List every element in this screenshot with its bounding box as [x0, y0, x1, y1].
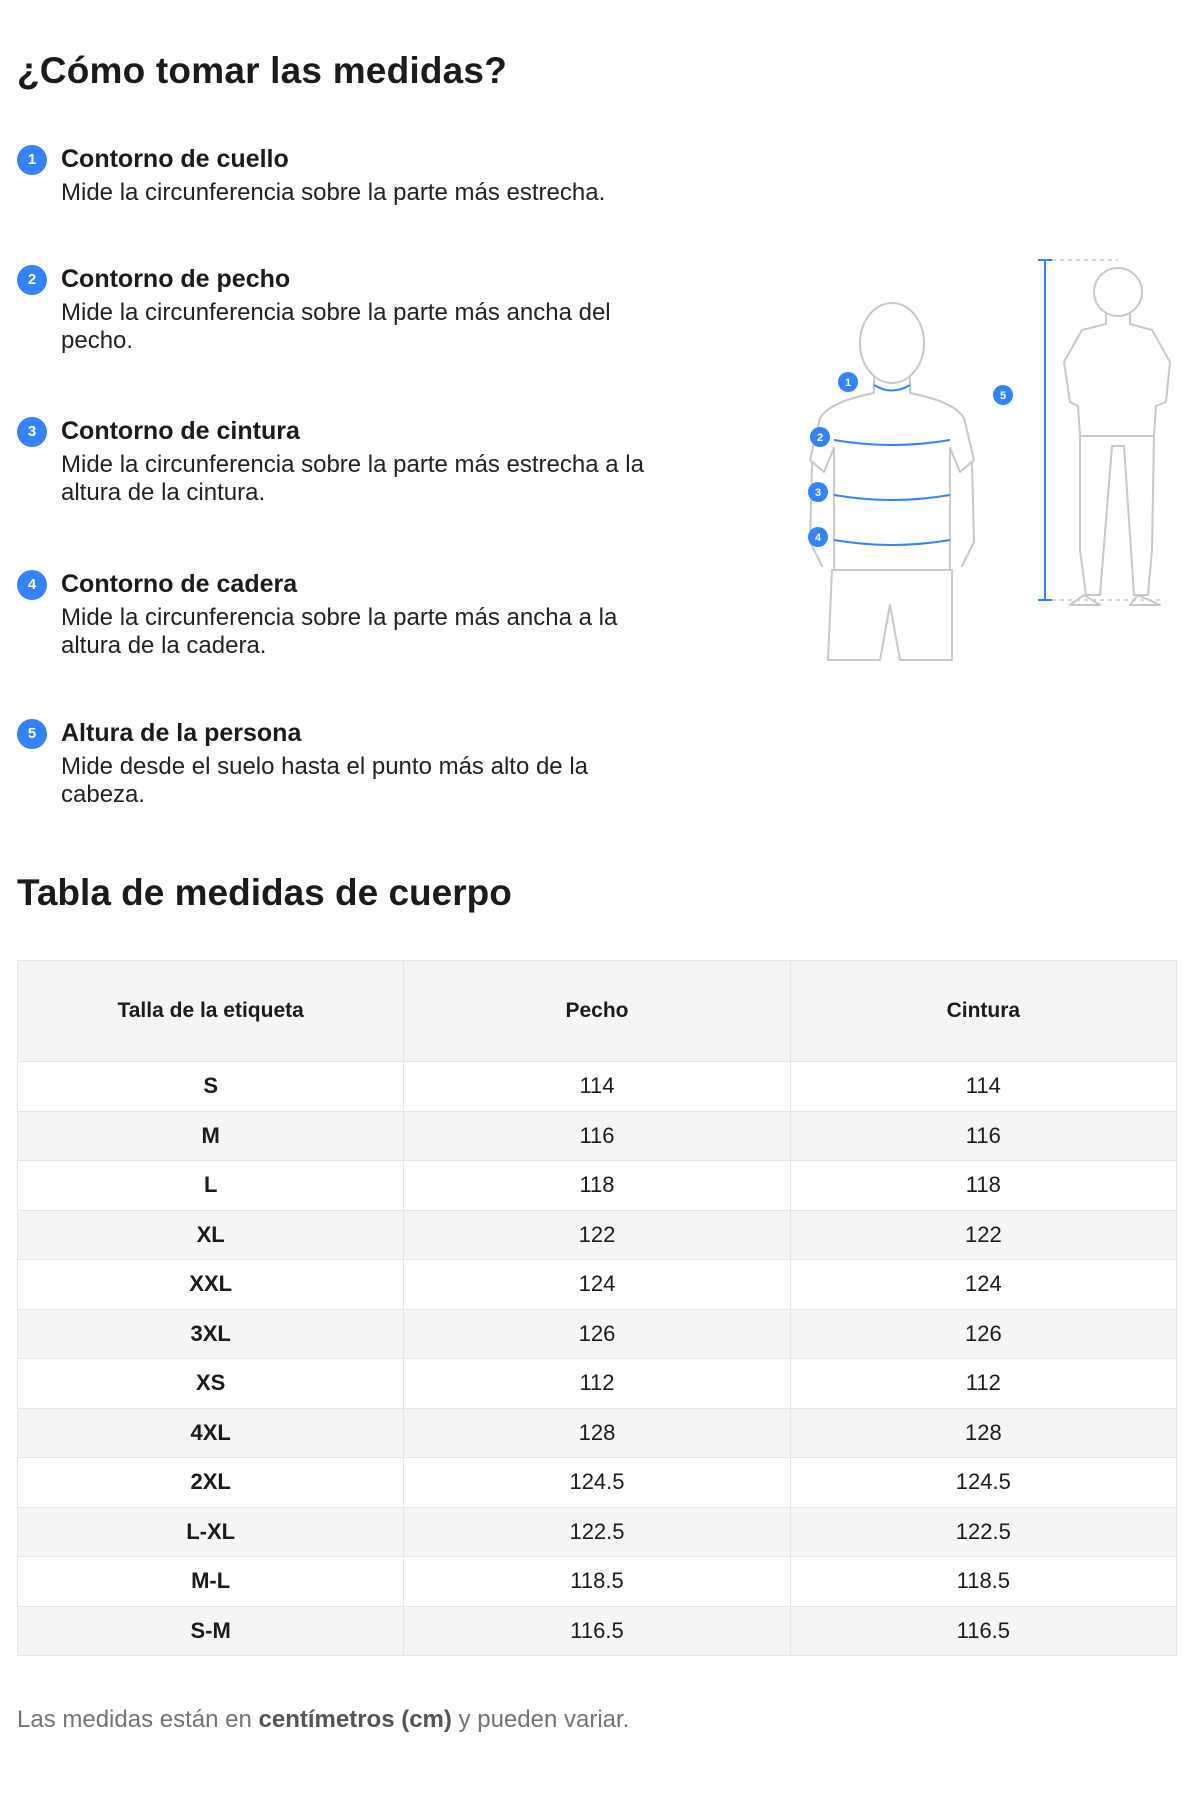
waist-cell: 114 [790, 1062, 1176, 1112]
step-title: Contorno de cuello [61, 145, 289, 173]
figure-head [860, 303, 924, 383]
chest-cell: 116 [404, 1111, 790, 1161]
size-cell: 3XL [18, 1309, 404, 1359]
table-row [18, 1309, 1177, 1359]
chest-cell: 122 [404, 1210, 790, 1260]
size-cell: L [18, 1161, 404, 1211]
waist-cell: 124 [790, 1260, 1176, 1310]
table-row [18, 1458, 1177, 1508]
table-row [18, 1408, 1177, 1458]
chest-cell: 124.5 [404, 1458, 790, 1508]
chest-cell: 114 [404, 1062, 790, 1112]
step-description: Mide la circunferencia sobre la parte más ancha a la altura de la cadera. [61, 604, 618, 659]
chest-cell: 128 [404, 1408, 790, 1458]
figure-shorts [828, 570, 952, 660]
step-title: Contorno de cintura [61, 417, 300, 445]
chest-cell: 118 [404, 1161, 790, 1211]
measurement-illustration [800, 250, 1185, 670]
waist-measure-line [834, 495, 950, 500]
step-number-badge: 3 [17, 417, 47, 447]
step-description: Mide la circunferencia sobre la parte más estrecha. [61, 179, 606, 206]
size-table [17, 960, 1177, 1656]
footnote-suffix: y pueden variar. [451, 1706, 630, 1733]
size-cell: XXL [18, 1260, 404, 1310]
footnote-prefix: Las medidas están en [17, 1706, 259, 1733]
footnote-units: centímetros (cm) [258, 1706, 452, 1733]
marker-5-label: 5 [999, 390, 1007, 402]
units-footnote [17, 1706, 629, 1734]
waist-cell: 112 [790, 1359, 1176, 1409]
size-cell: 4XL [18, 1408, 404, 1458]
size-cell: XL [18, 1210, 404, 1260]
size-cell: XS [18, 1359, 404, 1409]
chest-cell: 122.5 [404, 1507, 790, 1557]
step-number-badge: 5 [17, 719, 47, 749]
figure-full-head [1094, 268, 1142, 316]
waist-cell: 118.5 [790, 1557, 1176, 1607]
chest-cell: 126 [404, 1309, 790, 1359]
chest-cell: 112 [404, 1359, 790, 1409]
size-cell: M [18, 1111, 404, 1161]
header-chest: Pecho [404, 961, 790, 1062]
header-waist: Cintura [790, 961, 1176, 1062]
neck-measure-line [874, 385, 910, 391]
size-cell: S-M [18, 1606, 404, 1656]
chest-cell: 124 [404, 1260, 790, 1310]
table-row [18, 1557, 1177, 1607]
step-description: Mide la circunferencia sobre la parte más estrecha a la altura de la cintura. [61, 451, 644, 506]
figure-full-feet [1070, 595, 1160, 605]
figure-full-body [1064, 314, 1170, 595]
step-description: Mide desde el suelo hasta el punto más alto de la cabeza. [61, 753, 589, 808]
marker-3-label: 3 [814, 487, 822, 499]
chest-cell: 118.5 [404, 1557, 790, 1607]
how-to-measure-title: ¿Cómo tomar las medidas? [17, 50, 508, 91]
table-row [18, 1111, 1177, 1161]
waist-cell: 116.5 [790, 1606, 1176, 1656]
waist-cell: 128 [790, 1408, 1176, 1458]
waist-cell: 116 [790, 1111, 1176, 1161]
chest-measure-line [834, 440, 950, 445]
step-title: Altura de la persona [61, 719, 302, 747]
size-cell: M-L [18, 1557, 404, 1607]
step-title: Contorno de cadera [61, 570, 298, 598]
table-row [18, 1507, 1177, 1557]
size-cell: S [18, 1062, 404, 1112]
step-number-badge: 2 [17, 265, 47, 295]
waist-cell: 118 [790, 1161, 1176, 1211]
chest-cell: 116.5 [404, 1606, 790, 1656]
table-row [18, 1210, 1177, 1260]
marker-2-label: 2 [816, 432, 824, 444]
figure-torso [810, 393, 974, 570]
table-row [18, 1359, 1177, 1409]
table-row [18, 1606, 1177, 1656]
step-title: Contorno de pecho [61, 265, 291, 293]
waist-cell: 126 [790, 1309, 1176, 1359]
table-header-row [18, 961, 1177, 1062]
hip-measure-line [834, 540, 950, 545]
table-row [18, 1260, 1177, 1310]
header-size: Talla de la etiqueta [18, 961, 404, 1062]
waist-cell: 124.5 [790, 1458, 1176, 1508]
step-number-badge: 4 [17, 570, 47, 600]
table-row [18, 1062, 1177, 1112]
size-cell: L-XL [18, 1507, 404, 1557]
marker-1-label: 1 [844, 377, 852, 389]
size-table-title: Tabla de medidas de cuerpo [17, 872, 512, 913]
size-cell: 2XL [18, 1458, 404, 1508]
marker-4-label: 4 [814, 532, 822, 544]
step-number-badge: 1 [17, 145, 47, 175]
waist-cell: 122 [790, 1210, 1176, 1260]
step-description: Mide la circunferencia sobre la parte más ancha del pecho. [61, 299, 611, 354]
waist-cell: 122.5 [790, 1507, 1176, 1557]
table-row [18, 1161, 1177, 1211]
